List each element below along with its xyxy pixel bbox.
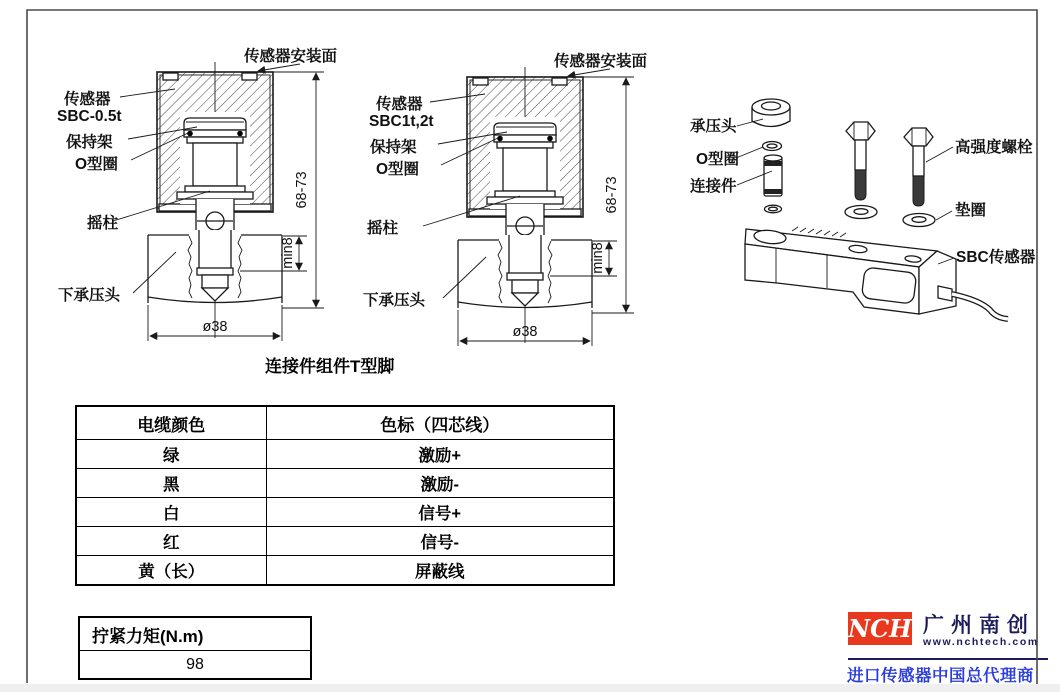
table-row: [76, 556, 614, 586]
cell-code: 信号+: [266, 498, 614, 527]
logo-website: www.nchtech.com: [923, 636, 1039, 648]
label-bearing-head: 承压头: [690, 118, 737, 135]
label-rocker-pillar: 摇柱: [367, 220, 399, 237]
o-ring-part-lower: [765, 205, 782, 213]
label-o-ring: O型圈: [75, 156, 119, 173]
label-sensor-mounting-surface: 传感器安装面: [554, 53, 648, 70]
label-sensor-mounting-surface: 传感器安装面: [244, 48, 338, 65]
cell-code: 屏蔽线: [266, 556, 614, 586]
label-retainer: 保持架: [66, 134, 113, 151]
o-ring-left: [187, 131, 193, 137]
cell-code: 激励+: [266, 440, 614, 469]
col-header-cable-color: 电缆颜色: [76, 406, 266, 440]
cell-code: 信号-: [266, 527, 614, 556]
connector-part: [764, 155, 783, 196]
label-sensor-model: SBC1t,2t: [369, 113, 434, 130]
diagram-caption: 连接件组件T型脚: [265, 357, 395, 376]
rocker-pillar-assembly: [487, 123, 563, 306]
dim-min-depth: min8: [590, 242, 606, 274]
table-header-row: [79, 617, 311, 651]
col-header-color-code: 色标（四芯线）: [266, 406, 614, 440]
bolt-right: [904, 128, 933, 206]
label-high-strength-bolt: 高强度螺栓: [955, 139, 1033, 156]
dim-height: 68-73: [294, 171, 310, 209]
cable-color-table: [75, 405, 615, 586]
washer-right: [903, 214, 935, 227]
load-cell-body: [745, 227, 1008, 319]
nch-logo-mark: NCH: [848, 614, 912, 643]
label-lower-bearing-head: 下承压头: [363, 292, 426, 309]
table-header-row: [76, 406, 614, 440]
logo-tagline: 进口传感器中国总代理商: [847, 667, 1034, 685]
cross-section-diagram-sbc1t2t: [363, 51, 648, 346]
bearing-head-part: [752, 99, 790, 127]
table-row: [76, 469, 614, 498]
label-connector: 连接件: [690, 178, 737, 195]
cell-color: 黑: [76, 469, 266, 498]
torque-header: 拧紧力矩(N.m): [79, 617, 311, 651]
label-o-ring: O型圈: [696, 151, 740, 168]
table-row: [76, 527, 614, 556]
dim-diameter: ø38: [202, 319, 228, 335]
washer-left: [845, 206, 877, 219]
torque-value: 98: [79, 651, 311, 680]
table-row: [79, 651, 311, 680]
cross-section-diagram-sbc05t: [57, 46, 338, 341]
nch-logo: [845, 608, 1057, 686]
o-ring-left: [497, 136, 503, 142]
cell-color: 白: [76, 498, 266, 527]
logo-company-name: 广州南创: [923, 614, 1035, 637]
label-rocker-pillar: 摇柱: [87, 215, 119, 232]
logo-divider: [848, 658, 1048, 660]
exploded-view: [690, 99, 1036, 319]
label-o-ring: O型圈: [376, 161, 420, 178]
label-sensor-model: SBC-0.5t: [57, 108, 122, 125]
table-row: [76, 498, 614, 527]
label-retainer: 保持架: [370, 139, 417, 156]
table-row: [76, 440, 614, 469]
torque-table: [78, 616, 312, 680]
dim-diameter: ø38: [512, 324, 538, 340]
o-ring-right: [237, 131, 243, 137]
label-sbc-sensor: SBC传感器: [956, 249, 1036, 266]
bolt-left: [846, 122, 875, 200]
o-ring-part: [763, 142, 782, 151]
label-lower-bearing-head: 下承压头: [58, 287, 121, 304]
label-sensor: 传感器: [64, 91, 111, 108]
cell-code: 激励-: [266, 469, 614, 498]
cell-color: 红: [76, 527, 266, 556]
lower-bearing-head: [458, 240, 592, 308]
dim-min-depth: min8: [280, 237, 296, 269]
lower-bearing-head: [148, 235, 282, 303]
cell-color: 黄（长）: [76, 556, 266, 586]
rocker-pillar-assembly: [177, 118, 253, 301]
cable: [938, 286, 1008, 319]
cell-color: 绿: [76, 440, 266, 469]
dim-height: 68-73: [604, 176, 620, 214]
o-ring-right: [547, 136, 553, 142]
label-sensor: 传感器: [376, 96, 423, 113]
label-washer: 垫圈: [955, 202, 987, 219]
